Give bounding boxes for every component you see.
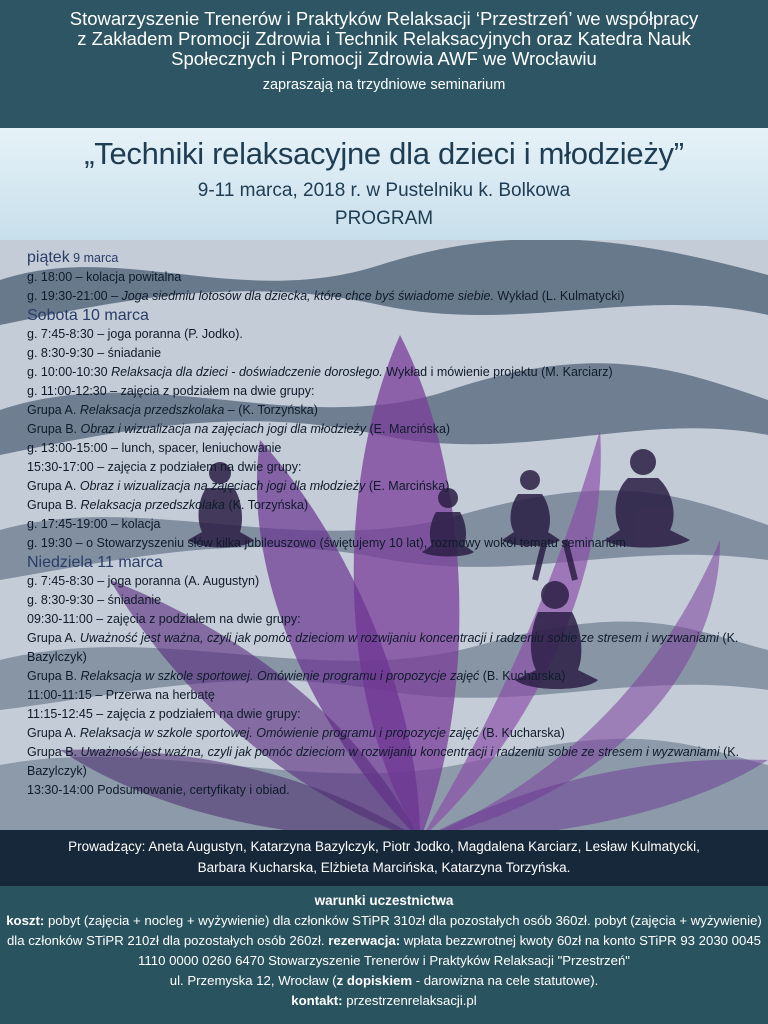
reservation-text: wpłata bezzwrotnej kwoty 60zł na konto STiPR 93 2030 0045 1110 0000 0260 6470 Stowarzyszenie Trenerów i Praktyków Relaksacji "Przestrzeń" (138, 933, 762, 968)
program-item: g. 18:00 – kolacja powitalna (27, 270, 182, 284)
organizers-line-1: Stowarzyszenie Trenerów i Praktyków Relaksacji ‘Przestrzeń’ we współpracy (69, 8, 699, 29)
program-item: g. 8:30-9:30 – śniadanie (27, 346, 162, 360)
invite-text: zapraszają na trzydniowe seminarium (262, 77, 506, 93)
program-item: Grupa B. Obraz i wizualizacja na zajęciach jogi dla młodzieży (E. Marcińska) (27, 422, 451, 436)
seminar-dates: 9-11 marca, 2018 r. w Pustelniku k. Bolkowa (197, 180, 571, 201)
reservation-label: rezerwacja: (328, 933, 401, 948)
program-item: Grupa A. Obraz i wizualizacja na zajęciach jogi dla młodzieży (E. Marcińska) (27, 479, 450, 493)
program-item: Grupa B. Relaksacja w szkole sportowej. Omówienie programu i propozycje zajęć (B. Kucharska) (27, 669, 566, 683)
contact-label: kontakt: (291, 993, 343, 1008)
terms-body (0, 911, 768, 971)
organizers (0, 0, 768, 69)
program-list (27, 248, 757, 800)
header (0, 0, 768, 128)
program-item: g. 7:45-8:30 – joga poranna (P. Jodko). (27, 327, 243, 341)
program-item: Grupa A. Relaksacja przedszkolaka – (K. Torzyńska) (27, 403, 318, 417)
program-item: 15:30-17:00 – zajęcia z podziałem na dwie grupy: (27, 460, 302, 474)
program-item: Grupa B. Relaksacja przedszkolaka (K. Torzyńska) (27, 498, 309, 512)
seminar-title: „Techniki relaksacyjne dla dzieci i młodzieży” (84, 136, 684, 171)
leaders-line-2: Barbara Kucharska, Elżbieta Marcińska, Katarzyna Torzyńska. (197, 860, 571, 875)
program-item: g. 19:30 – o Stowarzyszeniu słów kilka jubileuszowo (świętujemy 10 lat), rozmowy wokół tematu seminarium (27, 536, 626, 550)
program-item: g. 11:00-12:30 – zajęcia z podziałem na dwie grupy: (27, 384, 315, 398)
address: ul. Przemyska 12, Wrocław (z dopiskiem - darowizna na cele statutowe). (169, 973, 599, 988)
terms-title: warunki uczestnictwa (314, 893, 454, 908)
leaders-line-1: Prowadzący: Aneta Augustyn, Katarzyna Bazylczyk, Piotr Jodko, Magdalena Karciarz, Lesław Kulmatycki, (68, 839, 700, 854)
program-heading: PROGRAM (334, 208, 434, 229)
contact (0, 991, 768, 1011)
program-item: Grupa A. Uważność jest ważna, czyli jak pomóc dzieciom w rozwijaniu koncentracji i radzeniu sobie ze stresem i wyzwaniami (K. Bazylczyk) (27, 631, 739, 664)
program-item: g. 13:00-15:00 – lunch, spacer, leniuchowanie (27, 441, 282, 455)
program-item: g. 10:00-10:30 Relaksacja dla dzieci - doświadczenie dorosłego. Wykład i mówienie projektu (M. Karciarz) (27, 365, 613, 379)
day-heading-saturday: Sobota 10 marca (27, 307, 149, 324)
day-heading-friday: piątek 9 marca (27, 249, 119, 266)
program-section (0, 240, 768, 830)
program-item: Grupa A. Relaksacja w szkole sportowej. Omówienie programu i propozycje zajęć (B. Kucharska) (27, 726, 565, 740)
program-item: g. 7:45-8:30 – joga poranna (A. Augustyn) (27, 574, 260, 588)
organizers-line-2: z Zakładem Promocji Zdrowia i Technik Relaksacyjnych oraz Katedra Nauk (77, 28, 691, 49)
program-item: 11:00-11:15 – Przerwa na herbatę (27, 688, 215, 702)
organizers-line-3: Społecznych i Promocji Zdrowia AWF we Wrocławiu (171, 48, 597, 69)
cost-label: koszt: (6, 913, 45, 928)
program-item: Grupa B. Uważność jest ważna, czyli jak pomóc dzieciom w rozwijaniu koncentracji i radzeniu sobie ze stresem i wyzwaniami (K. Bazylczyk) (27, 745, 740, 778)
contact-link[interactable]: przestrzenrelaksacji.pl (342, 993, 477, 1008)
day-heading-sunday: Niedziela 11 marca (27, 554, 163, 571)
title-band (0, 128, 768, 240)
program-item: 09:30-11:00 – zajęcia z podziałem na dwie grupy: (27, 612, 301, 626)
program-item: 13:30-14:00 Podsumowanie, certyfikaty i obiad. (27, 783, 290, 797)
leaders-section (0, 830, 768, 886)
program-item: 11:15-12:45 – zajęcia z podziałem na dwie grupy: (27, 707, 301, 721)
cost-text: pobyt (zajęcia + nocleg + wyżywienie) dla członków STiPR 310zł dla pozostałych osób 360zł. pobyt (zajęcia + wyżywienie) dla członków STiPR 210zł dla pozostałych osób 260zł. (6, 913, 762, 948)
program-item: g. 8:30-9:30 – śniadanie (27, 593, 162, 607)
participation-terms (0, 886, 768, 1024)
program-item: g. 19:30-21:00 – Joga siedmiu lotosów dla dziecka, które chce byś świadome siebie. Wykład (L. Kulmatycki) (27, 289, 625, 303)
program-item: g. 17:45-19:00 – kolacja (27, 517, 161, 531)
